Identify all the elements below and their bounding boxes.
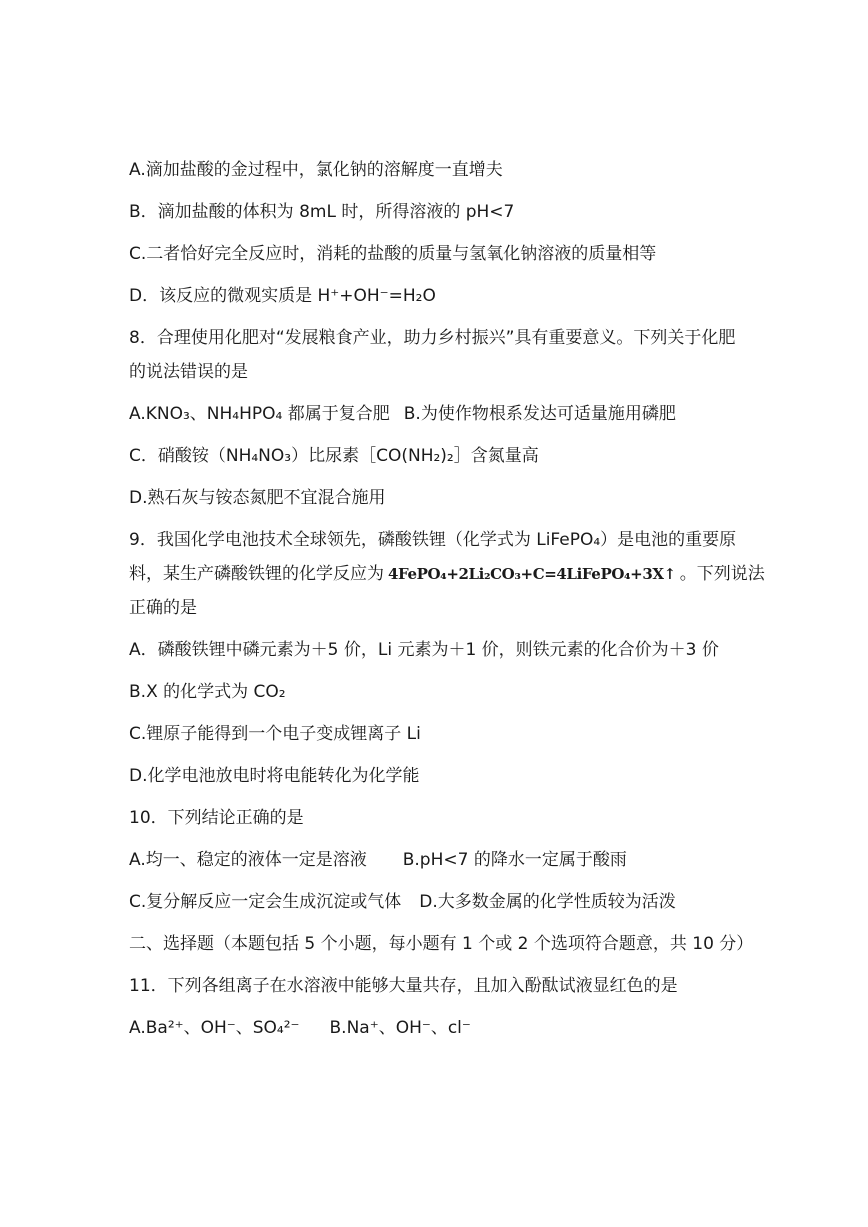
- question-9-stem-line1: 9．我国化学电池技术全球领先，磷酸铁锂（化学式为 LiFePO₄）是电池的重要原: [129, 530, 737, 550]
- option-10b: B.pH<7 的降水一定属于酸雨: [402, 850, 627, 870]
- option-8c: C．硝酸铵（NH₄NO₃）比尿素［CO(NH₂)₂］含氮量高: [129, 446, 539, 466]
- option-11a: A.Ba²⁺、OH⁻、SO₄²⁻: [129, 1018, 300, 1038]
- option-10d: D.大多数金属的化学性质较为活泼: [419, 892, 676, 912]
- question-9-stem-line2: [129, 562, 765, 586]
- option-8b: B.为使作物根系发达可适量施用磷肥: [403, 404, 676, 424]
- question-8-stem-line1: 8．合理使用化肥对“发展粮食产业，助力乡村振兴”具有重要意义。下列关于化肥: [129, 328, 736, 348]
- option-9c: C.锂原子能得到一个电子变成锂离子 Li: [129, 724, 421, 744]
- option-9a: A．磷酸铁锂中磷元素为＋5 价，Li 元素为＋1 价，则铁元素的化合价为＋3 价: [129, 640, 719, 660]
- question-9-stem-line3: 正确的是: [129, 598, 197, 618]
- option-7a: A.滴加盐酸的金过程中，氯化钠的溶解度一直增夫: [129, 160, 503, 180]
- option-10a: A.均一、稳定的液体一定是溶液: [129, 850, 367, 870]
- question-8-stem-line2: 的说法错误的是: [129, 362, 248, 382]
- option-11b: B.Na⁺、OH⁻、cl⁻: [329, 1018, 471, 1038]
- section-2-heading: 二、选择题（本题包括 5 个小题，每小题有 1 个或 2 个选项符合题意，共 10 分）: [129, 934, 754, 954]
- option-9b: B.X 的化学式为 CO₂: [129, 682, 286, 702]
- option-7b: B．滴加盐酸的体积为 8mL 时，所得溶液的 pH<7: [129, 202, 515, 222]
- option-9d: D.化学电池放电时将电能转化为化学能: [129, 766, 420, 786]
- reaction-equation: 4FePO₄+2Li₂CO₃+C=4LiFePO₄+3X↑: [388, 565, 676, 583]
- option-10-row2: [129, 890, 676, 914]
- option-10-row1: [129, 848, 627, 872]
- option-10c: C.复分解反应一定会生成沉淀或气体: [129, 892, 402, 912]
- option-8a: A.KNO₃、NH₄HPO₄ 都属于复合肥: [129, 404, 390, 424]
- question-9-text: 料，某生产磷酸铁锂的化学反应为: [129, 564, 384, 584]
- option-8d: D.熟石灰与铵态氮肥不宜混合施用: [129, 488, 386, 508]
- question-9-text-tail: 。下列说法: [679, 564, 765, 584]
- question-10-stem: 10．下列结论正确的是: [129, 808, 304, 828]
- option-8-row1: [129, 402, 676, 426]
- option-11-row1: [129, 1016, 471, 1040]
- option-7c: C.二者恰好完全反应时，消耗的盐酸的质量与氢氧化钠溶液的质量相等: [129, 244, 657, 264]
- question-11-stem: 11．下列各组离子在水溶液中能够大量共存，且加入酚酞试液显红色的是: [129, 976, 678, 996]
- option-7d: D．该反应的微观实质是 H⁺+OH⁻=H₂O: [129, 286, 436, 306]
